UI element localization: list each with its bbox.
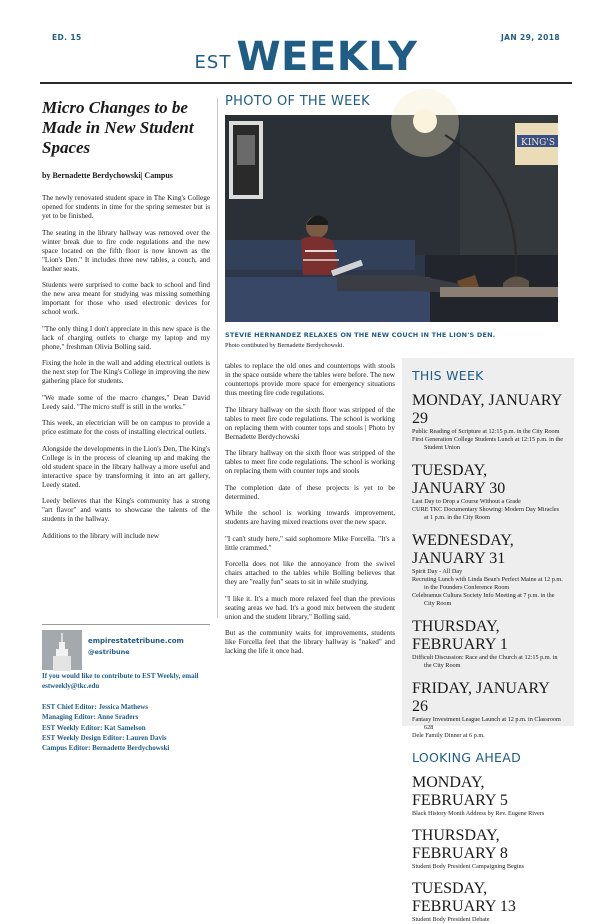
article-paragraph: "The only thing I don't appreciate in this new space is the lack of charging outlets to charge my laptop and my phone," freshman Olivia Bolling said.	[42, 324, 210, 351]
event-item: Student Body President Debate	[412, 916, 490, 923]
masthead-logo	[0, 34, 612, 80]
photo-illustration	[225, 115, 558, 322]
article-paragraph: Leedy believes that the King's community has a strong "art flavor" and wants to showcase the talents of the students in the hallway.	[42, 497, 210, 523]
article-paragraph: "I can't study here," said sophomore Mike Forcella. "It's a little crammed."	[225, 534, 395, 552]
editor-credit: Campus Editor: Bernadette Berdychowski	[42, 744, 170, 753]
edition-number: ED. 15	[52, 33, 82, 42]
events-sidebar	[402, 358, 574, 923]
issue-date: JAN 29, 2018	[500, 33, 560, 42]
event-item: First Generation College Students Lunch at 12:15 p.m. in the Student Union	[412, 436, 564, 451]
editor-credit: EST Weekly Editor: Kat Samelson	[42, 723, 146, 732]
this-week-section	[412, 368, 564, 740]
building-icon	[42, 630, 82, 670]
article-paragraph: "I like it. It's a much more relaxed feel than the previous seating areas we had. It's a good mix between the student union and the student library," Bolling said.	[225, 594, 395, 621]
editors-list	[42, 702, 217, 753]
event-item: Dele Family Dinner at 6 p.m.	[412, 732, 485, 739]
event-day-heading: TUESDAY, JANUARY 30	[412, 462, 506, 497]
logo-est: EST	[194, 52, 232, 73]
article-paragraph: The library hallway on the sixth floor was stripped of the tables to meet fire code regulations. The school is working on replacing them with counter tops and stools | Photo by Bernadette Berdychowski	[225, 405, 395, 441]
event-item: Last Day to Drop a Course Without a Grade	[412, 498, 521, 505]
event-list	[412, 428, 564, 452]
this-week-list	[412, 392, 564, 740]
editor-credit: EST Chief Editor: Jessica Mathews	[42, 703, 149, 711]
article-paragraph: This week, an electrician will be on campus to provide a price estimate for the costs of installing electrical outlets.	[42, 419, 210, 436]
looking-ahead-list	[412, 774, 564, 924]
empire-state-building-avatar	[42, 630, 82, 670]
event-list	[412, 916, 564, 924]
article-paragraph: The seating in the library hallway was removed over the winter break due to fire code regulations and the new space located on the fifth floor is now known as the "Lion's Den." It includes three new tables, a couch, and leather seats.	[42, 228, 210, 273]
event-list	[412, 716, 564, 740]
column-divider	[217, 98, 218, 618]
event-list	[412, 863, 564, 871]
photo-caption: STEVIE HERNANDEZ RELAXES ON THE NEW COUCH IN THE LION'S DEN.	[225, 331, 496, 339]
event-item: Celebramus Cultura Society Info Meeting at 7 p.m. in the City Room	[412, 592, 555, 607]
article-paragraph: The newly renovated student space in The King's College opened for students in time for the spring semester but is yet to be finished.	[42, 194, 210, 220]
article-paragraph: tables to replace the old ones and countertops with stools in the space outside where the tables were before. The new countertops provide more space for emergency situations thus meeting fire code regulations.	[225, 362, 395, 397]
event-item: Spirit Day - All Day	[412, 568, 463, 575]
event-day-heading: THURSDAY, FEBRUARY 8	[412, 827, 508, 862]
event-day-heading: THURSDAY, FEBRUARY 1	[412, 618, 508, 653]
logo-weekly: WEEKLY	[236, 34, 418, 80]
event-item: Student Body President Campaigning Begins	[412, 863, 525, 870]
masthead-rule	[40, 82, 572, 84]
event-day-heading: FRIDAY, JANUARY 26	[412, 680, 550, 715]
article-paragraph: Fixing the hole in the wall and adding electrical outlets is the next step for The King's College in improving the new gathering place for students.	[42, 359, 210, 385]
photo-section-heading: PHOTO OF THE WEEK	[225, 94, 370, 109]
event-day-heading: MONDAY, FEBRUARY 5	[412, 774, 508, 809]
footer-rule	[42, 624, 210, 625]
looking-ahead-section	[412, 750, 564, 924]
article-paragraph: Students were surprised to come back to school and find the new area meant for studying was missing something important for those who used electronic devices for school work.	[42, 281, 210, 316]
editor-credit: Managing Editor: Anne Sraders	[42, 713, 139, 722]
article-body-middle	[225, 362, 395, 664]
event-item: CURE TKC Documentary Showing: Modern Day Miracles at 1 p.m. in the City Room	[412, 506, 559, 521]
event-day-heading: TUESDAY, FEBRUARY 13	[412, 880, 516, 915]
article-headline: Micro Changes to be Made in New Student Spaces	[42, 98, 194, 157]
article-paragraph: Forcella does not like the annoyance from the swivel chairs attached to the tables while Bolling believes that they are "really fun" seats to sit in while studying.	[225, 560, 395, 586]
event-day-heading: WEDNESDAY, JANUARY 31	[412, 532, 514, 567]
photo-credit: Photo contibuted by Bernadette Berdychowski.	[225, 342, 345, 349]
article-body-left	[42, 194, 210, 548]
article-paragraph: The completion date of these projects is yet to be determined.	[225, 483, 395, 501]
article-paragraph: The library hallway on the sixth floor was stripped of the tables to meet fire code regulations. The school is working on replacing them with counter tops and stools	[225, 449, 395, 475]
event-item: Recruting Lunch with Linda Bean's Perfect Maine at 12 p.m. in the Founders Conference Room	[412, 576, 563, 591]
photo-of-the-week	[225, 115, 558, 322]
article-paragraph: While the school is working towards improvement, students are having mixed reactions over the new space.	[225, 509, 395, 526]
article-paragraph: Alongside the developments in the Lion's Den, The King's College is in the process of cleaning up and making the old student space in the library hallway a more useful and interactive space by transforming it into an art gallery, Leedy stated.	[42, 444, 210, 489]
social-handle[interactable]: @estribune	[88, 648, 130, 656]
website-link[interactable]: empirestatetribune.com	[88, 637, 184, 645]
article-paragraph: Additions to the library will include new	[42, 531, 159, 540]
article-byline: by Bernadette Berdychowski| Campus	[42, 171, 173, 180]
wall-sign-text: KING'S	[521, 138, 555, 148]
looking-ahead-title: LOOKING AHEAD	[412, 750, 522, 765]
event-list	[412, 654, 564, 670]
event-day-heading: MONDAY, JANUARY 29	[412, 392, 562, 427]
event-list	[412, 568, 564, 608]
event-list	[412, 498, 564, 522]
event-item: Black History Month Address by Rev. Eugene Rivers	[412, 810, 545, 817]
article-paragraph: "We made some of the macro changes," Dean David Leedy said. "The micro stuff is still in the works."	[42, 393, 210, 411]
editor-credit: EST Weekly Design Editor: Lauren Davis	[42, 733, 167, 742]
event-item: Public Reading of Scripture at 12:15 p.m. in the City Room	[412, 428, 560, 435]
contribute-note: If you would like to contribute to EST Weekly, email estweekly@tkc.edu	[42, 672, 199, 690]
event-item: Difficult Discussion: Race and the Church at 12:15 p.m. in the City Room	[412, 654, 558, 669]
event-list	[412, 810, 564, 818]
article-paragraph: But as the community waits for improvements, students like Forcella feel that the library hallway is "naked" and lacking the life it once had.	[225, 629, 395, 655]
this-week-title: THIS WEEK	[412, 368, 484, 383]
event-item: Fantasy Investment League Launch at 12 p.m. in Classroom 628	[412, 716, 561, 731]
